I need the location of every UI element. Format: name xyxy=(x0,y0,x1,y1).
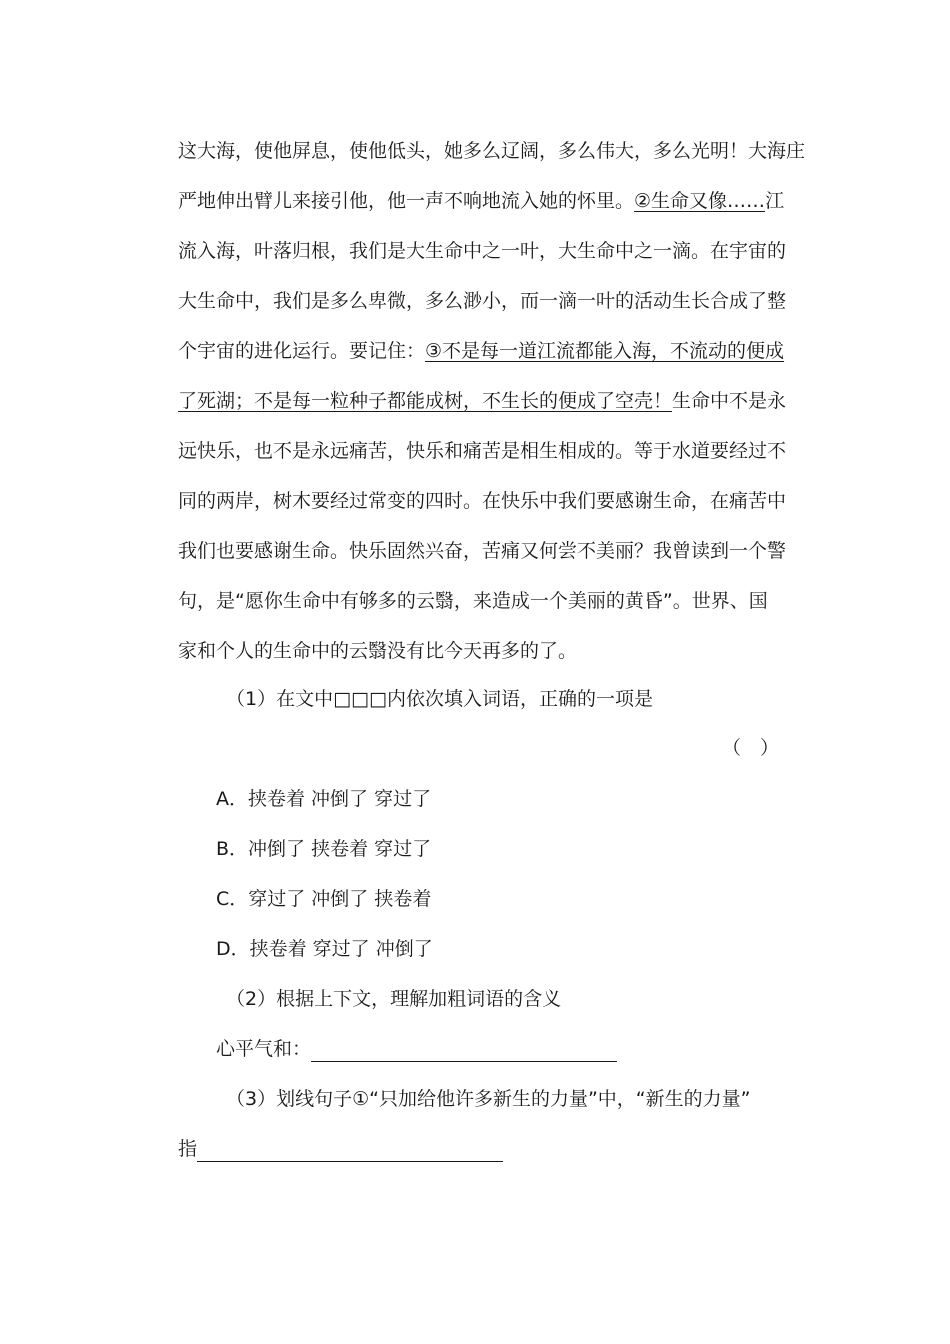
option-d[interactable]: D．挟卷着 穿过了 冲倒了 xyxy=(216,938,433,960)
answer-blank[interactable] xyxy=(311,1041,617,1062)
passage-line: 远快乐，也不是永远痛苦，快乐和痛苦是相生相成的。等于水道要经过不 xyxy=(178,440,787,462)
passage-text: 个宇宙的进化运行。要记住： xyxy=(178,340,426,362)
answer-label: 指 xyxy=(178,1138,198,1160)
passage-line: 家和个人的生命中的云翳没有比今天再多的了。 xyxy=(178,640,578,662)
answer-blank[interactable] xyxy=(197,1141,503,1162)
underlined-sentence-2: ②生命又像…… xyxy=(634,190,766,212)
question-2-item xyxy=(216,1036,816,1062)
passage-line xyxy=(178,388,787,414)
option-b[interactable]: B．冲倒了 挟卷着 穿过了 xyxy=(216,838,432,860)
answer-paren[interactable]: （ ） xyxy=(722,737,780,759)
passage-line xyxy=(178,338,785,364)
passage-line: 同的两岸，树木要经过常变的四时。在快乐中我们要感谢生命，在痛苦中 xyxy=(178,490,787,512)
question-2-prompt: （2）根据上下文，理解加粗词语的含义 xyxy=(226,988,562,1010)
question-3-prompt: （3）划线句子①“只加给他许多新生的力量”中，“新生的力量” xyxy=(226,1088,751,1110)
question-3-answer xyxy=(178,1136,778,1162)
term-label: 心平气和： xyxy=(216,1038,312,1060)
option-a[interactable]: A．挟卷着 冲倒了 穿过了 xyxy=(216,788,432,810)
passage-text: 生命中不是永 xyxy=(672,390,787,412)
passage-line: 我们也要感谢生命。快乐固然兴奋，苦痛又何尝不美丽？我曾读到一个警 xyxy=(178,540,787,562)
passage-line: 大生命中，我们是多么卑微，多么渺小，而一滴一叶的活动生长合成了整 xyxy=(178,290,787,312)
passage-line: 流入海，叶落归根，我们是大生命中之一叶，大生命中之一滴。在宇宙的 xyxy=(178,240,787,262)
passage-text: 严地伸出臂儿来接引他，他一声不响地流入她的怀里。 xyxy=(178,190,635,212)
option-c[interactable]: C．穿过了 冲倒了 挟卷着 xyxy=(216,888,432,910)
passage-line: 句，是“愿你生命中有够多的云翳，来造成一个美丽的黄昏”。世界、国 xyxy=(178,590,768,612)
passage-line: 这大海，使他屏息，使他低头，她多么辽阔，多么伟大，多么光明！大海庄 xyxy=(178,140,806,162)
question-1-prompt: （1）在文中□□□内依次填入词语，正确的一项是 xyxy=(226,688,653,710)
underlined-sentence-3-cont: 了死湖；不是每一粒种子都能成树，不生长的便成了空壳！ xyxy=(178,390,673,412)
underlined-sentence-3: ③不是每一道江流都能入海，不流动的便成 xyxy=(425,340,785,362)
passage-line xyxy=(178,188,785,214)
passage-text: 江 xyxy=(765,190,785,212)
